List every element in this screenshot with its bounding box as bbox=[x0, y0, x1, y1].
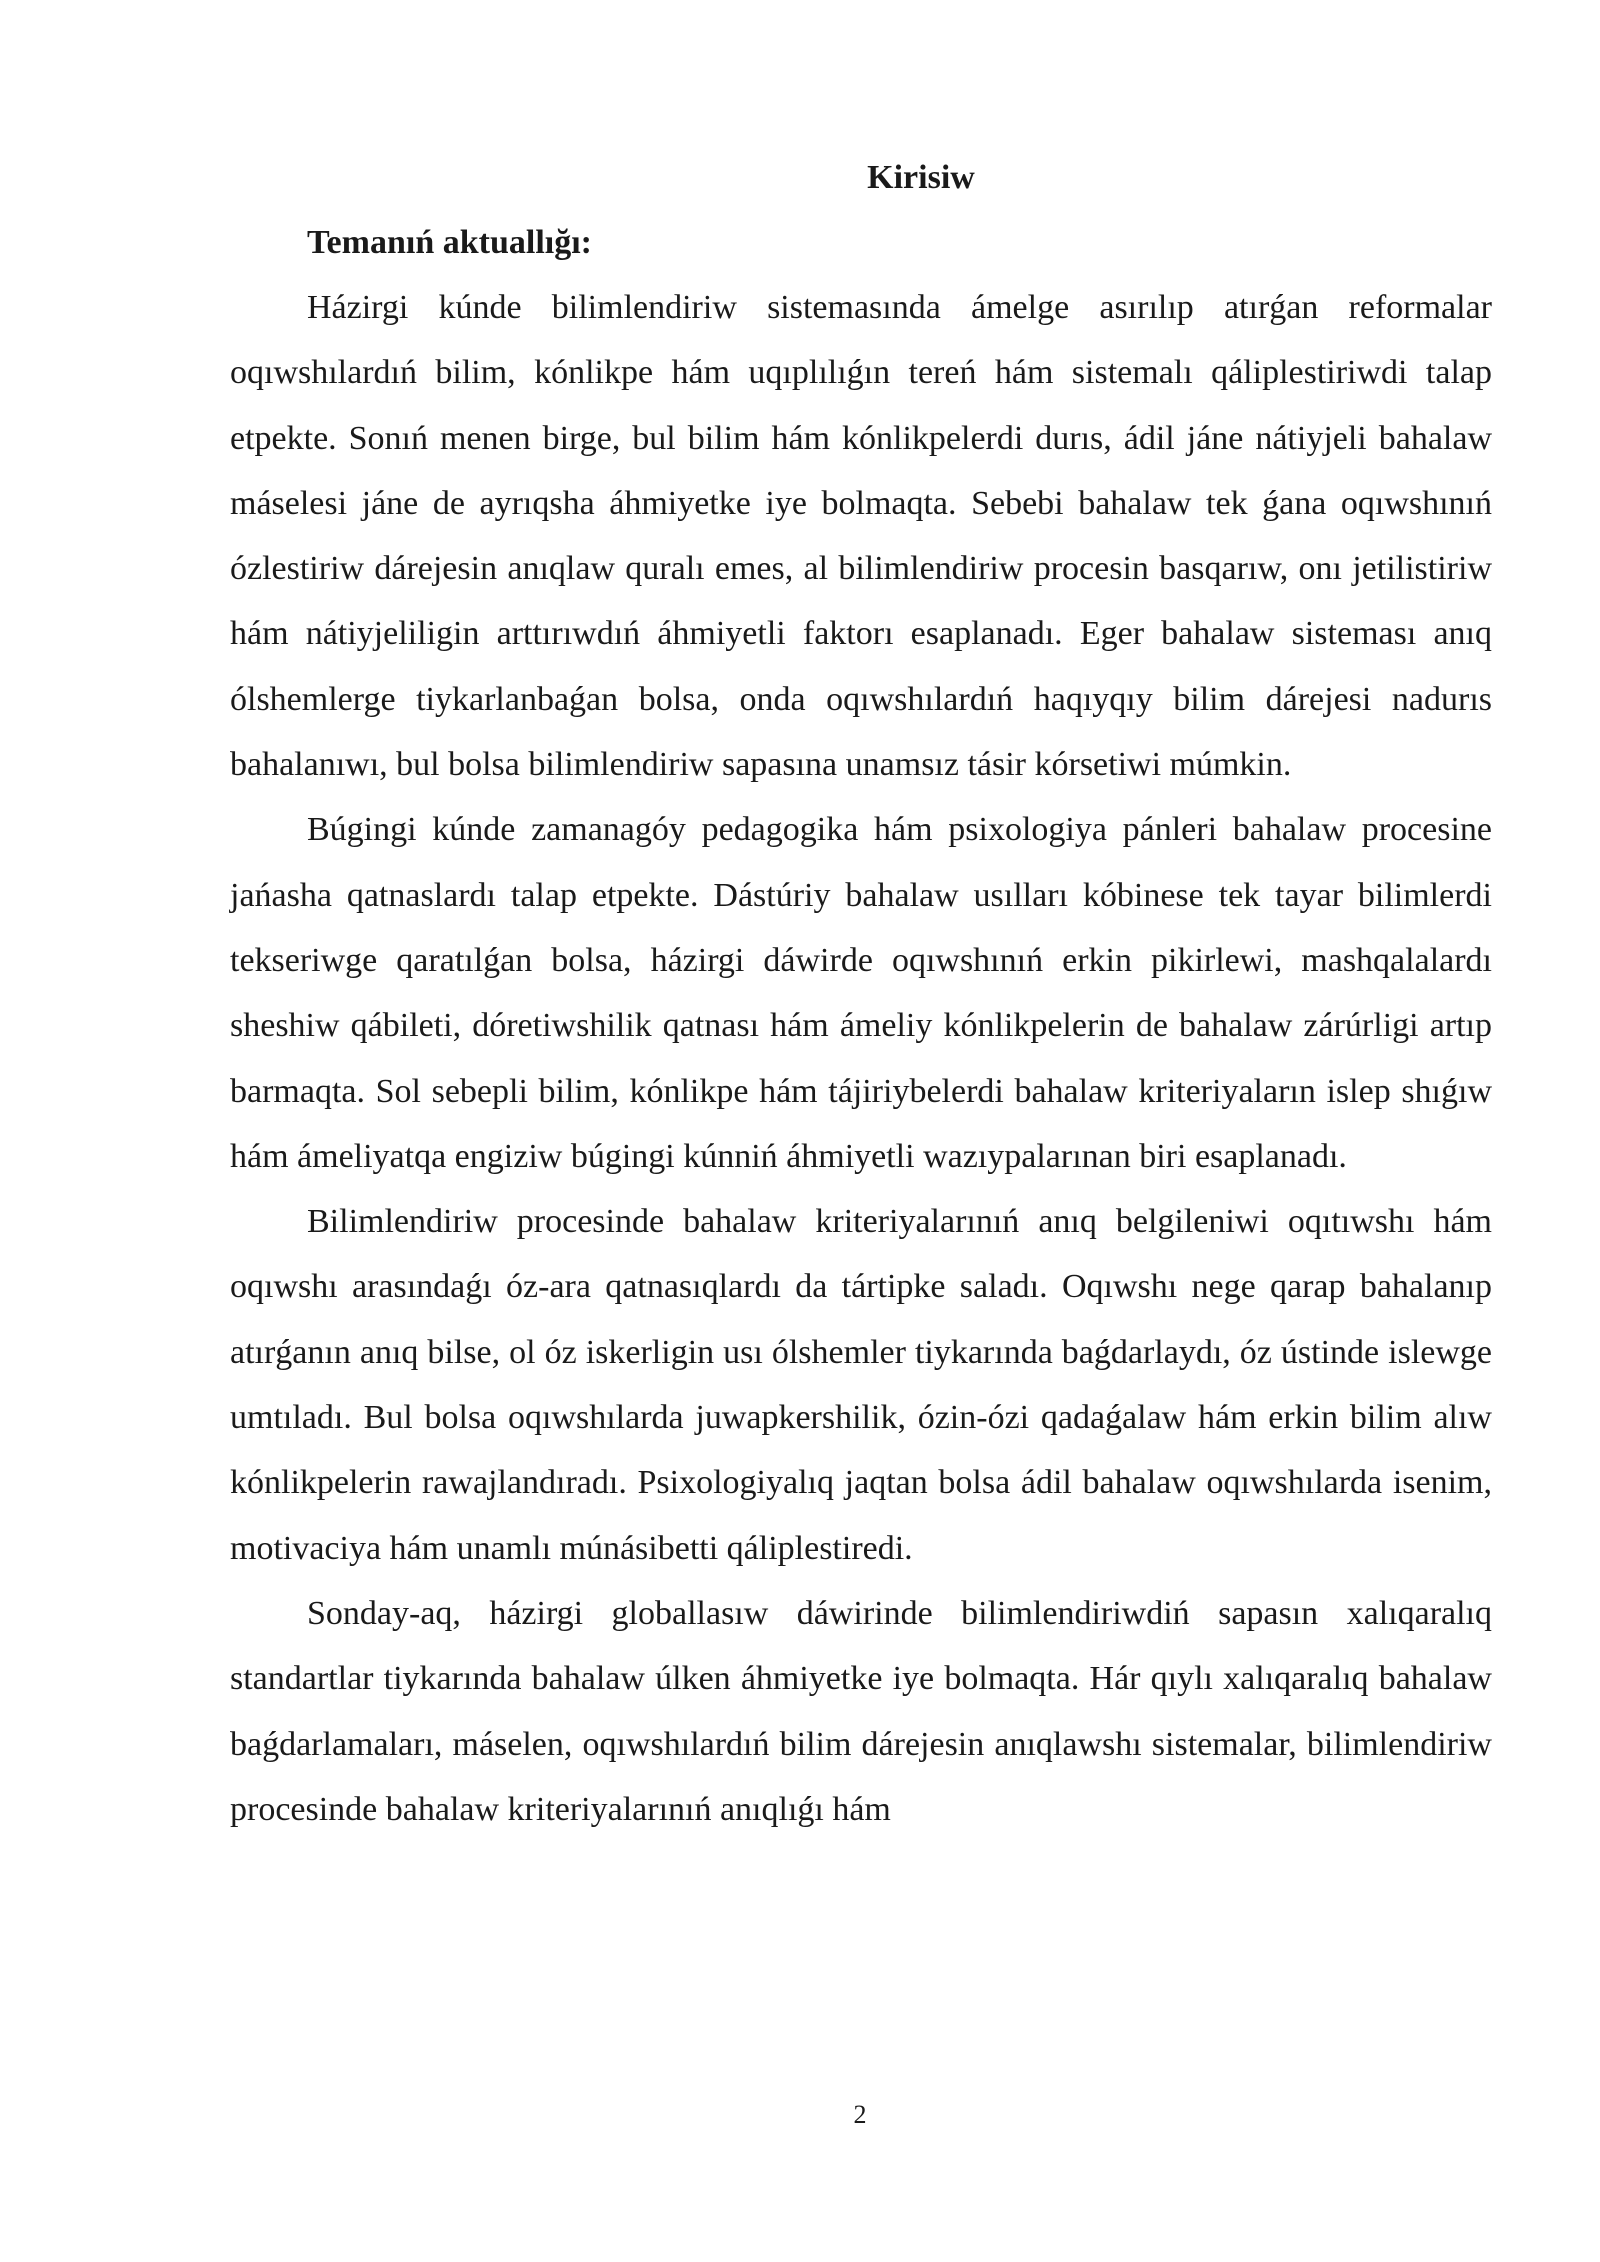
paragraph-3: Bilimlendiriw procesinde bahalaw kriteriyalarınıń anıq belgileniwi oqıtıwshı hám oqıwshı arasındaǵı óz-ara qatnasıqlardı da tártipke saladı. Oqıwshı nege qarap bahalanıp atırǵanın anıq bilse, ol óz iskerligin usı ólshemler tiykarında baǵdarlaydı, óz ústinde islewge umtıladı. Bul bolsa oqıwshılarda juwapkershilik, ózin-ózi qadaǵalaw hám erkin bilim alıw kónlikpelerin rawajlandıradı. Psixologiyalıq jaqtan bolsa ádil bahalaw oqıwshılarda isenim, motivaciya hám unamlı múnásibetti qáliplestiredi. bbox=[230, 1203, 1492, 1567]
page-number: 2 bbox=[853, 2100, 867, 2129]
paragraph-4: Sonday-aq, házirgi globallasıw dáwirinde bilimlendiriwdiń sapasın xalıqaralıq standartlar tiykarında bahalaw úlken áhmiyetke iye bolmaqta. Hár qıylı xalıqaralıq bahalaw baǵdarlamaları, máselen, oqıwshılardıń bilim dárejesin anıqlawshı sistemalar, bilimlendiriw procesinde bahalaw kriteriyalarınıń anıqlıǵı hám bbox=[230, 1594, 1492, 1828]
document-title: Kirisiw bbox=[867, 159, 975, 196]
paragraph-1: Házirgi kúnde bilimlendiriw sistemasında ámelge asırılıp atırǵan reformalar oqıwshılardıń bilim, kónlikpe hám uqıplılıǵın tereń hám sistemalı qáliplestiriwdi talap etpekte. Sonıń menen birge, bul bilim hám kónlikpelerdi durıs, ádil jáne nátiyjeli bahalaw máselesi jáne de ayrıqsha áhmiyetke iye bolmaqta. Sebebi bahalaw tek ǵana oqıwshınıń ózlestiriw dárejesin anıqlaw quralı emes, al bilimlendiriw procesin basqarıw, onı jetilistiriw hám nátiyjeliligin arttırıwdıń áhmiyetli faktorı esaplanadı. Eger bahalaw sisteması anıq ólshemlerge tiykarlanbaǵan bolsa, onda oqıwshılardıń haqıyqıy bilim dárejesi nadurıs bahalanıwı, bul bolsa bilimlendiriw sapasına unamsız tásir kórsetiwi múmkin. bbox=[230, 289, 1492, 784]
paragraph-2: Búgingi kúnde zamanagóy pedagogika hám psixologiya pánleri bahalaw procesine jańasha qatnaslardı talap etpekte. Dástúriy bahalaw usılları kóbinese tek tayar bilimlerdi tekseriwge qaratılǵan bolsa, házirgi dáwirde oqıwshınıń erkin pikirlewi, mashqalalardı sheshiw qábileti, dóretiwshilik qatnası hám ámeliy kónlikpelerin de bahalaw zárúrligi artıp barmaqta. Sol sebepli bilim, kónlikpe hám tájiriybelerdi bahalaw kriteriyaların islep shıǵıw hám ámeliyatqa engiziw búgingi kúnniń áhmiyetli wazıypalarınan biri esaplanadı. bbox=[230, 811, 1492, 1175]
page-content bbox=[230, 145, 1492, 1842]
section-heading: Temanıń aktuallığı: bbox=[307, 224, 592, 261]
